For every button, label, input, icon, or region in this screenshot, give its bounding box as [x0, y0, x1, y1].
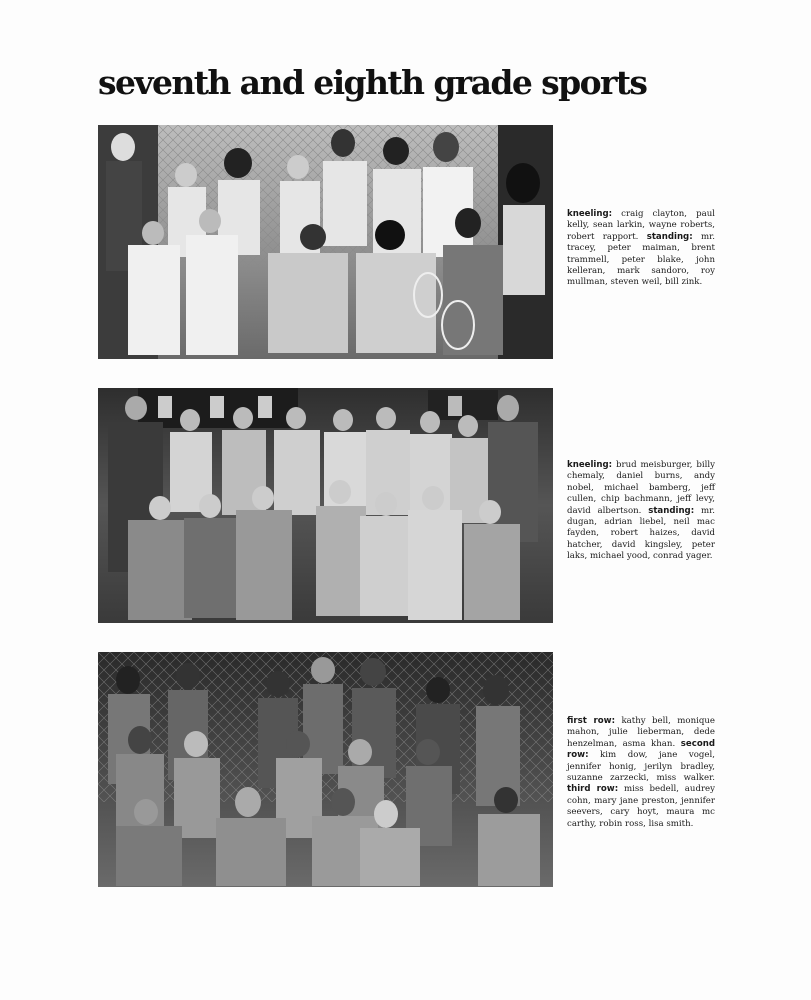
caption-text: kim dow, jane vogel, jennifer honig, jerilyn bradley, suzanne zarzecki, miss walker. — [567, 750, 715, 784]
caption-baseball — [567, 460, 715, 563]
team-photo-tennis — [98, 125, 553, 359]
caption-tennis — [567, 209, 715, 289]
page-title: seventh and eighth grade sports — [98, 63, 647, 102]
caption-label: kneeling: — [567, 209, 613, 219]
caption-label: first row: — [567, 716, 616, 726]
caption-label: third row: — [567, 784, 619, 795]
caption-text: brud meisburger, billy chemaly, daniel burns, andy nobel, michael bamberg, jeff cullen, chip bachmann, jeff levy, david albertson. — [567, 460, 715, 516]
caption-label: kneeling: — [567, 460, 613, 470]
caption-girls — [567, 716, 715, 830]
caption-text: miss bedell, audrey cohn, mary jane preston, jennifer seevers, cary hoyt, maura mc carthy, robin ross, lisa smith. — [567, 784, 715, 829]
team-photo-girls — [98, 652, 553, 887]
caption-text: mr. dugan, adrian liebel, neil mac fayden, robert haizes, david hatcher, david kingsley, peter laks, michael yood, conrad yager. — [567, 505, 715, 562]
caption-label: standing: — [648, 505, 695, 516]
caption-label: standing: — [646, 231, 693, 242]
team-photo-baseball — [98, 388, 553, 623]
caption-label: second row: — [567, 738, 715, 761]
caption-text: craig clayton, paul kelly, sean larkin, wayne roberts, robert rapport. — [567, 209, 715, 242]
caption-text: mr. tracey, peter maiman, brent trammell, peter blake, john kelleran, mark sandoro, roy mullman, steven weil, bill zink. — [567, 231, 715, 288]
caption-text: kathy bell, monique mahon, julie lieberman, dede henzelman, asma khan. — [567, 716, 715, 749]
